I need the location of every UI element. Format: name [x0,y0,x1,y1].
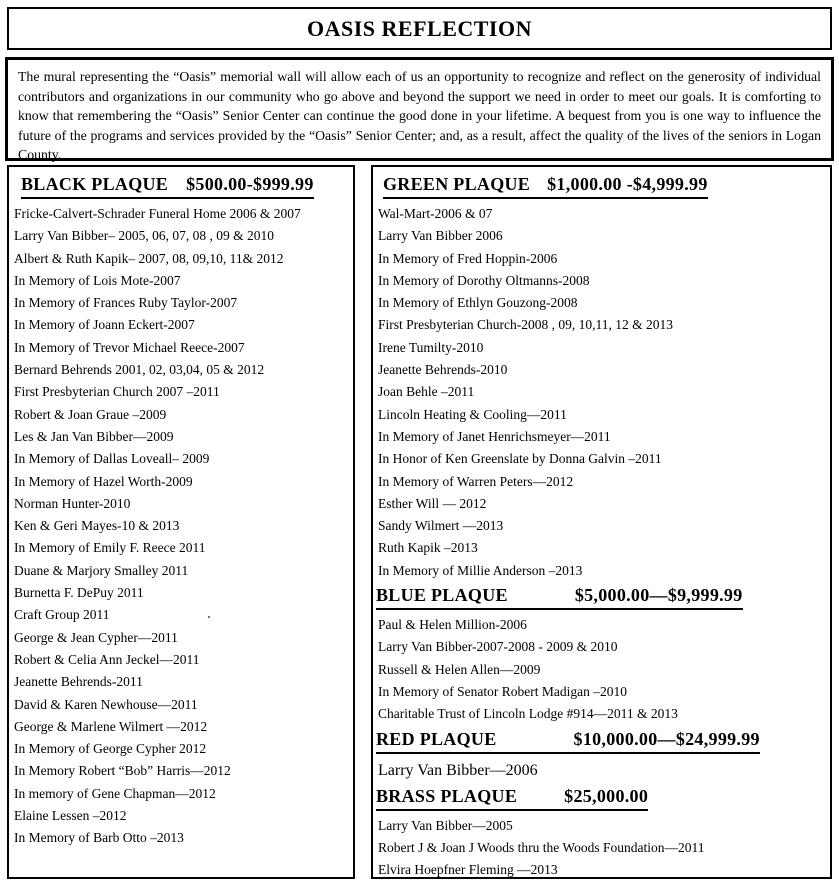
black-plaque-column [7,165,355,879]
plaque-entry: Duane & Marjory Smalley 2011 [14,562,189,578]
scan-artifact-dot [208,616,210,618]
plaque-entry: In Memory of Dallas Loveall– 2009 [14,451,210,467]
title-box [7,7,832,50]
red-plaque-header [373,728,830,754]
plaque-entry: Larry Van Bibber 2006 [378,228,503,244]
plaque-entry: Larry Van Bibber—2005 [378,817,513,833]
plaque-entry: In Memory of Dorothy Oltmanns-2008 [378,272,590,288]
plaque-entry: Lincoln Heating & Cooling—2011 [378,406,567,422]
plaque-entry: Elvira Hoepfner Fleming —2013 [378,862,558,878]
plaque-entry: First Presbyterian Church 2007 –2011 [14,384,220,400]
plaque-range: $5,000.00—$9,999.99 [574,585,743,606]
plaque-entry: George & Jean Cypher—2011 [14,629,178,645]
intro-paragraph: The mural representing the “Oasis” memorial wall will allow each of us an opportunity to recognize and reflect on the generosity of individual contributors and organizations in our community who go above and beyond the support we need in order to meet our goals. It is comforting to know that remembering the “Oasis” Senior Center can continue the good done in your lifetime. A bequest from you is one way to influence the future of the programs and services provided by the “Oasis” Senior Center; and, as a result, affect the quality of the lives of the seniors in Logan County. [18,69,821,163]
plaque-entry: Craft Group 2011 [14,607,110,623]
plaque-name: BLACK PLAQUE [21,174,169,194]
plaque-entry: Sandy Wilmert —2013 [378,518,504,534]
header-gap [497,744,574,745]
plaque-entry: In memory of Gene Chapman—2012 [14,785,216,801]
plaque-range: $1,000.00 -$4,999.99 [547,174,708,194]
plaque-entry: Wal-Mart-2006 & 07 [378,206,493,221]
plaque-entry: In Memory Robert “Bob” Harris—2012 [14,763,231,779]
plaque-range: $25,000.00 [564,785,649,806]
plaque-name: RED PLAQUE [376,728,497,749]
plaque-range: $10,000.00—$24,999.99 [573,728,760,749]
plaque-entry: In Memory of Trevor Michael Reece-2007 [14,339,245,355]
plaque-entry: Albert & Ruth Kapik– 2007, 08, 09,10, 11& 2012 [14,250,284,266]
plaque-entry: Les & Jan Van Bibber—2009 [14,428,174,444]
blue-plaque-entries [373,614,830,725]
right-column [371,165,832,879]
plaque-entry: In Memory of Hazel Worth-2009 [14,473,193,489]
black-plaque-header-text [21,173,314,199]
intro-box [5,57,834,161]
blue-plaque-header [373,584,830,610]
header-gap [168,189,186,190]
red-plaque-header-text [376,728,760,754]
plaque-entry: Robert & Celia Ann Jeckel—2011 [14,651,200,667]
plaque-entry: First Presbyterian Church-2008 , 09, 10,11, 12 & 2013 [378,317,673,333]
plaque-entry: In Memory of Barb Otto –2013 [14,830,184,846]
plaque-entry: Ken & Geri Mayes-10 & 2013 [14,518,180,534]
red-plaque-entries [373,758,830,783]
plaque-range: $500.00-$999.99 [186,174,314,194]
plaque-entry: Irene Tumilty-2010 [378,339,484,355]
plaque-entry: Ruth Kapik –2013 [378,540,478,556]
plaque-entry: Larry Van Bibber– 2005, 06, 07, 08 , 09 & 2010 [14,228,274,244]
plaque-entry: In Memory of Fred Hoppin-2006 [378,250,558,266]
plaque-entry: Larry Van Bibber—2006 [378,761,538,779]
plaque-entry: In Memory of Warren Peters—2012 [378,473,574,489]
plaque-entry: Paul & Helen Million-2006 [378,617,527,633]
plaque-columns [7,165,832,879]
plaque-entry: In Memory of Lois Mote-2007 [14,272,181,288]
header-gap [530,189,547,190]
black-plaque-entries [9,203,353,850]
plaque-entry: Joan Behle –2011 [378,384,475,400]
plaque-entry: Robert & Joan Graue –2009 [14,406,167,422]
plaque-entry: In Memory of Joann Eckert-2007 [14,317,195,333]
plaque-entry: Jeanette Behrends-2010 [378,362,508,378]
plaque-entry: Bernard Behrends 2001, 02, 03,04, 05 & 2012 [14,362,265,378]
plaque-name: BLUE PLAQUE [376,585,508,606]
plaque-entry: In Memory of Emily F. Reece 2011 [14,540,206,556]
plaque-entry: In Memory of Ethlyn Gouzong-2008 [378,295,578,311]
black-plaque-header [9,173,353,199]
green-plaque-entries [373,203,830,582]
page-title: OASIS REFLECTION [306,15,532,41]
plaque-entry: Russell & Helen Allen—2009 [378,661,541,677]
plaque-entry: Elaine Lessen –2012 [14,808,127,824]
plaque-entry: Robert J & Joan J Woods thru the Woods Foundation—2011 [378,839,705,855]
plaque-entry: In Memory of Senator Robert Madigan –2010 [378,683,627,699]
blue-plaque-header-text [376,584,743,610]
green-plaque-header-text [383,173,708,199]
header-gap [508,600,575,601]
plaque-entry: Charitable Trust of Lincoln Lodge #914—2011 & 2013 [378,706,678,722]
plaque-entry: In Honor of Ken Greenslate by Donna Galvin –2011 [378,451,662,467]
plaque-entry: In Memory of George Cypher 2012 [14,741,207,757]
plaque-entry: Larry Van Bibber-2007-2008 - 2009 & 2010 [378,639,618,655]
plaque-name: BRASS PLAQUE [376,785,518,806]
plaque-entry: Fricke-Calvert-Schrader Funeral Home 2006 & 2007 [14,206,301,221]
plaque-entry: Jeanette Behrends-2011 [14,674,143,690]
plaque-entry: Esther Will — 2012 [378,495,487,511]
plaque-entry: In Memory of Janet Henrichsmeyer—2011 [378,428,611,444]
plaque-entry: In Memory of Frances Ruby Taylor-2007 [14,295,238,311]
plaque-entry: George & Marlene Wilmert —2012 [14,718,208,734]
brass-plaque-entries [373,815,830,879]
plaque-entry: Norman Hunter-2010 [14,495,131,511]
brass-plaque-header [373,785,830,811]
plaque-entry: In Memory of Millie Anderson –2013 [378,562,583,578]
green-plaque-header [373,173,830,199]
plaque-name: GREEN PLAQUE [383,174,531,194]
plaque-entry: David & Karen Newhouse—2011 [14,696,198,712]
header-gap [517,801,564,802]
plaque-entry: Burnetta F. DePuy 2011 [14,585,144,601]
brass-plaque-header-text [376,785,648,811]
